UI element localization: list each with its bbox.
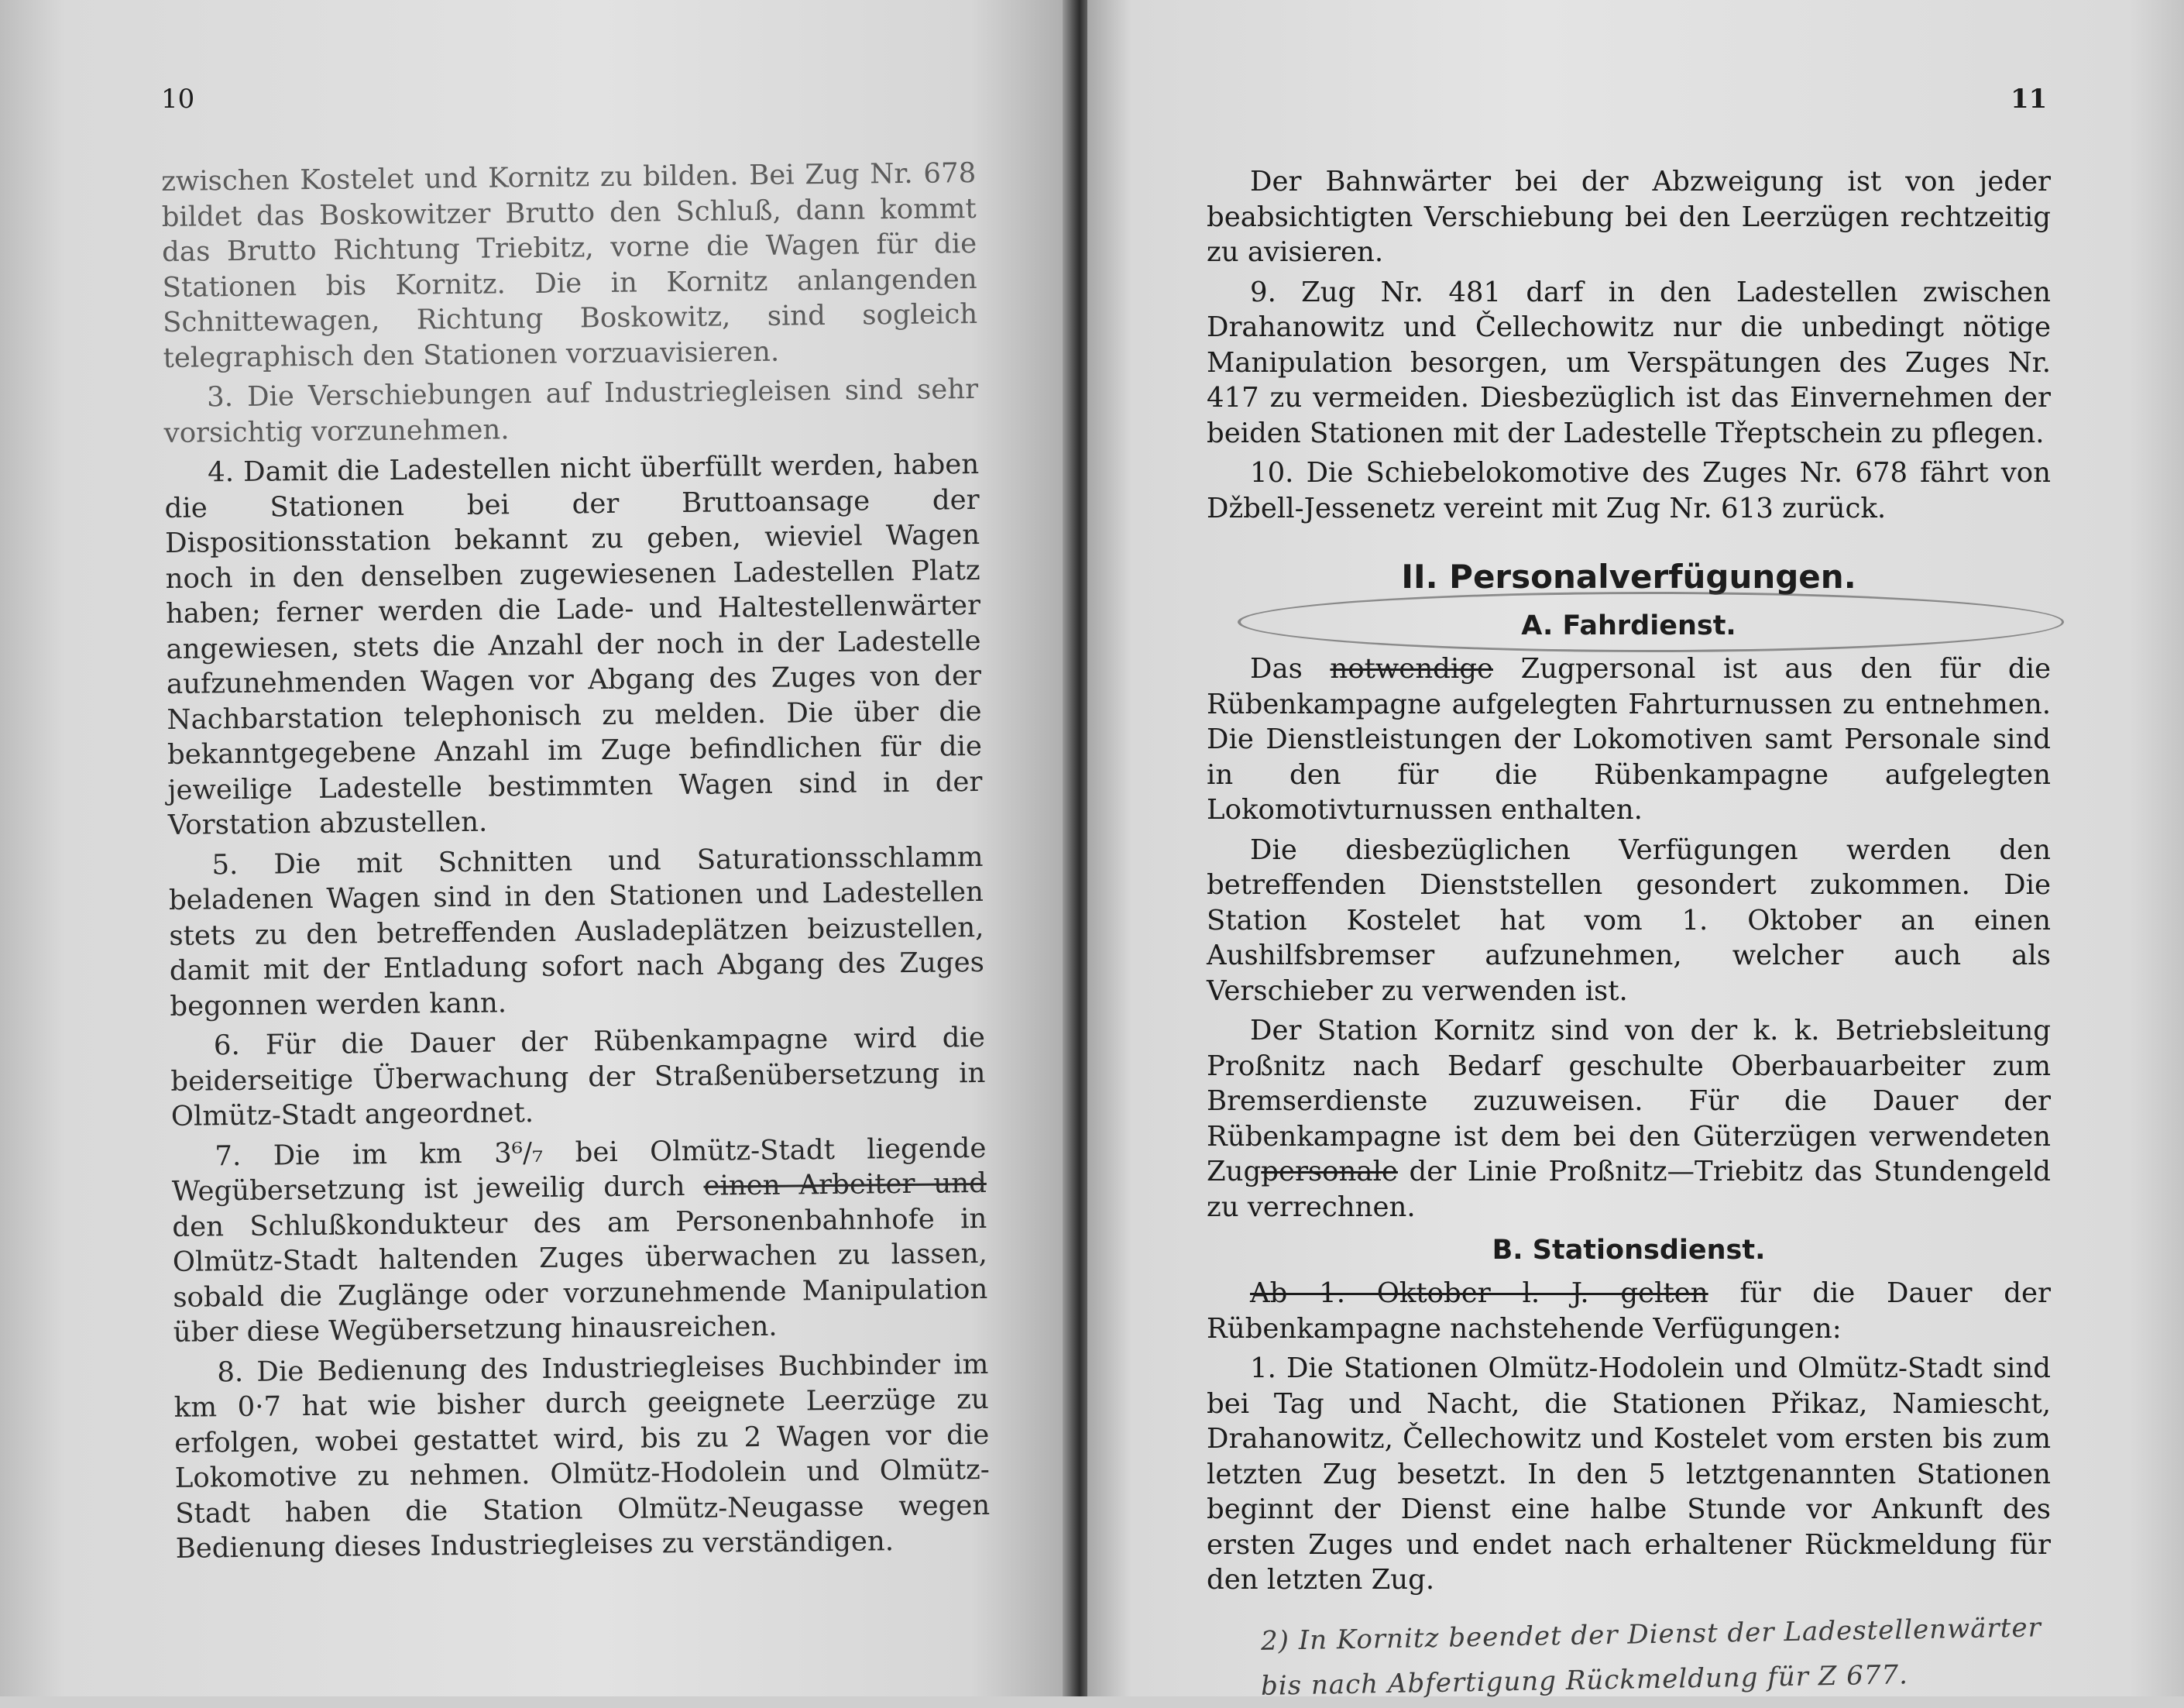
subsection-b-title: B. Stationsdienst. — [1492, 1235, 1766, 1266]
section-title: II. Personalverfügungen. — [1401, 558, 1856, 596]
handwritten-note — [1261, 1612, 2051, 1702]
right-page — [1087, 0, 2184, 1702]
right-paragraph-9: 9. Zug Nr. 481 darf in den Ladestellen zwischen Drahanowitz und Čellechowitz nur die unbedingt nötige Manipulation besorgen, um Verspätungen des Zuges Nr. 417 zu vermeiden. Diesbezüglich ist das Einvernehmen der beiden Stationen mit der Ladestelle Třeptschein zu pflegen. — [1207, 276, 2051, 449]
fahrdienst-3-before: Der Station Kornitz sind von der k. k. Betriebsleitung Proßnitz nach Bedarf geschulte Oberbauarbeiter zum Bremserdienste zuzuweisen. Für die Dauer der Rübenkampagne ist dem bei den Güterzügen verwendeten Zug — [1207, 1015, 2051, 1187]
para7-after: den Schlußkondukteur des am Personenbahnhofe in Olmütz-Stadt haltenden Zuges überwachen zu lassen, sobald die Zuglänge oder vorzunehmende Manipulation über diese Wegübersetzung hinausreichen. — [172, 1202, 988, 1349]
right-paragraph-1: Der Bahnwärter bei der Abzweigung ist von jeder beabsichtigten Verschiebung bei den Leerzügen rechtzeitig zu avisieren. — [1207, 166, 2051, 268]
fahrdienst-1-after: Zugpersonal ist aus den für die Rübenkampagne aufgelegten Fahrturnussen zu entnehmen. Die Dienstleistungen der Lokomotiven samt Personale sind in den für die Rübenkampagne aufgelegten Lokomotivturnussen enthalten. — [1207, 653, 2051, 826]
station-paragraph-1 — [1207, 1276, 2051, 1346]
station-paragraph-2: 1. Die Stationen Olmütz-Hodolein und Olmütz-Stadt sind bei Tag und Nacht, die Stationen Přikaz, Namiescht, Drahanowitz, Čellechowitz und Kostelet vom ersten bis zum letzten Zug besetzt. In den 5 letztgenannten Stationen beginnt der Dienst eine halbe Stunde vor Ankunft des ersten Zuges und endet nach erhaltener Rückmeldung für den letzten Zug. — [1207, 1352, 2051, 1596]
left-paragraph-3: 3. Die Verschiebungen auf Industriegleisen sind sehr vorsichtig vorzunehmen. — [163, 373, 979, 449]
left-paragraph-1: zwischen Kostelet und Kornitz zu bilden. Bei Zug Nr. 678 bildet das Boskowitzer Brutto den Schluß, dann kommt das Brutto Richtung Triebitz, vorne die Wagen für die Stationen bis Kornitz. Die in Kornitz anlangenden Schnittewagen, Richtung Boskowitz, sind sogleich telegraphisch den Stationen vorzuavisieren. — [161, 156, 978, 374]
left-paragraph-6: 6. Für die Dauer der Rübenkampagne wird die beiderseitige Überwachung der Straßenübersetzung in Olmütz-Stadt angeordnet. — [170, 1021, 986, 1132]
pencil-circle-mark — [1238, 592, 2064, 652]
fahrdienst-paragraph-1 — [1207, 651, 2051, 828]
left-paragraph-4: 4. Damit die Ladestellen nicht überfüllt werden, haben die Stationen bei der Bruttoansage der Dispositionsstation bekannt zu geben, wieviel Wagen noch in den denselben zugewiesenen Ladestellen Platz haben; ferner werden die Lade- und Haltestellenwärter angewiesen, stets die Anzahl der noch in der Ladestelle aufzunehmenden Wagen vor Abgang des Zuges von der Nachbarstation telephonisch zu melden. Die über die bekanntgegebene Anzahl im Zuge befindlichen für die jeweilige Ladestelle bestimmten Wagen sind in der Vorstation abzustellen. — [164, 448, 983, 841]
subsection-a-title: A. Fahrdienst. — [1521, 610, 1736, 641]
station-1-after: für die Dauer der Rübenkampagne nachstehende Verfügungen: — [1207, 1277, 2051, 1345]
page-number-left: 10 — [161, 84, 195, 115]
fahrdienst-1-struck: notwendige — [1330, 653, 1493, 685]
handwritten-note-line-2: bis nach Abfertigung Rückmeldung für Z 677. — [1260, 1658, 1909, 1702]
fahrdienst-1-before: Das — [1250, 653, 1303, 685]
left-paragraph-5: 5. Die mit Schnitten und Saturationsschlamm beladenen Wagen sind in den Stationen und Ladestellen stets zu den betreffenden Ausladeplätzen beizustellen, damit mit der Entladung sofort nach Abgang des Zuges begonnen werden kann. — [168, 840, 985, 1022]
fahrdienst-paragraph-2: Die diesbezüglichen Verfügungen werden den betreffenden Dienststellen gesondert zukommen. Die Station Kostelet hat vom 1. Oktober an einen Aushilfsbremser aufzunehmen, welcher auch als Verschieber zu verwenden ist. — [1207, 833, 2051, 1007]
left-paragraph-7 — [171, 1130, 988, 1350]
fahrdienst-paragraph-3 — [1207, 1013, 2051, 1225]
right-paragraph-10: 10. Die Schiebelokomotive des Zuges Nr. 678 fährt von Džbell-Jessenetz vereint mit Zug Nr. 613 zurück. — [1207, 457, 2051, 524]
left-paragraph-8: 8. Die Bedienung des Industriegleises Buchbinder im km 0·7 hat wie bisher durch geeignete Leerzüge zu erfolgen, wobei gestattet wird, bis zu 2 Wagen vor die Lokomotive zu nehmen. Olmütz-Hodolein und Olmütz-Stadt haben die Station Olmütz-Neugasse wegen Bedienung dieses Industriegleises zu verständigen. — [173, 1348, 991, 1565]
fahrdienst-3-after: der Linie Proßnitz—Triebitz das Stundengeld zu verrechnen. — [1207, 1156, 2051, 1223]
handwritten-note-line-1: 2) In Kornitz beendet der Dienst der Ladestellenwärter — [1260, 1611, 2042, 1657]
left-page — [0, 0, 1078, 1696]
para7-before: 7. Die im km 3⁶/₇ bei Olmütz-Stadt liegende Wegübersetzung ist jeweilig durch — [171, 1132, 987, 1208]
para7-struck-text: einen Arbeiter und — [703, 1167, 987, 1202]
fahrdienst-3-struck: personale — [1261, 1156, 1398, 1187]
page-number-right: 11 — [2011, 84, 2048, 115]
right-text-block — [1207, 164, 2051, 1702]
left-text-block — [161, 156, 991, 1571]
station-1-struck: Ab 1. Oktober l. J. gelten — [1250, 1277, 1708, 1309]
